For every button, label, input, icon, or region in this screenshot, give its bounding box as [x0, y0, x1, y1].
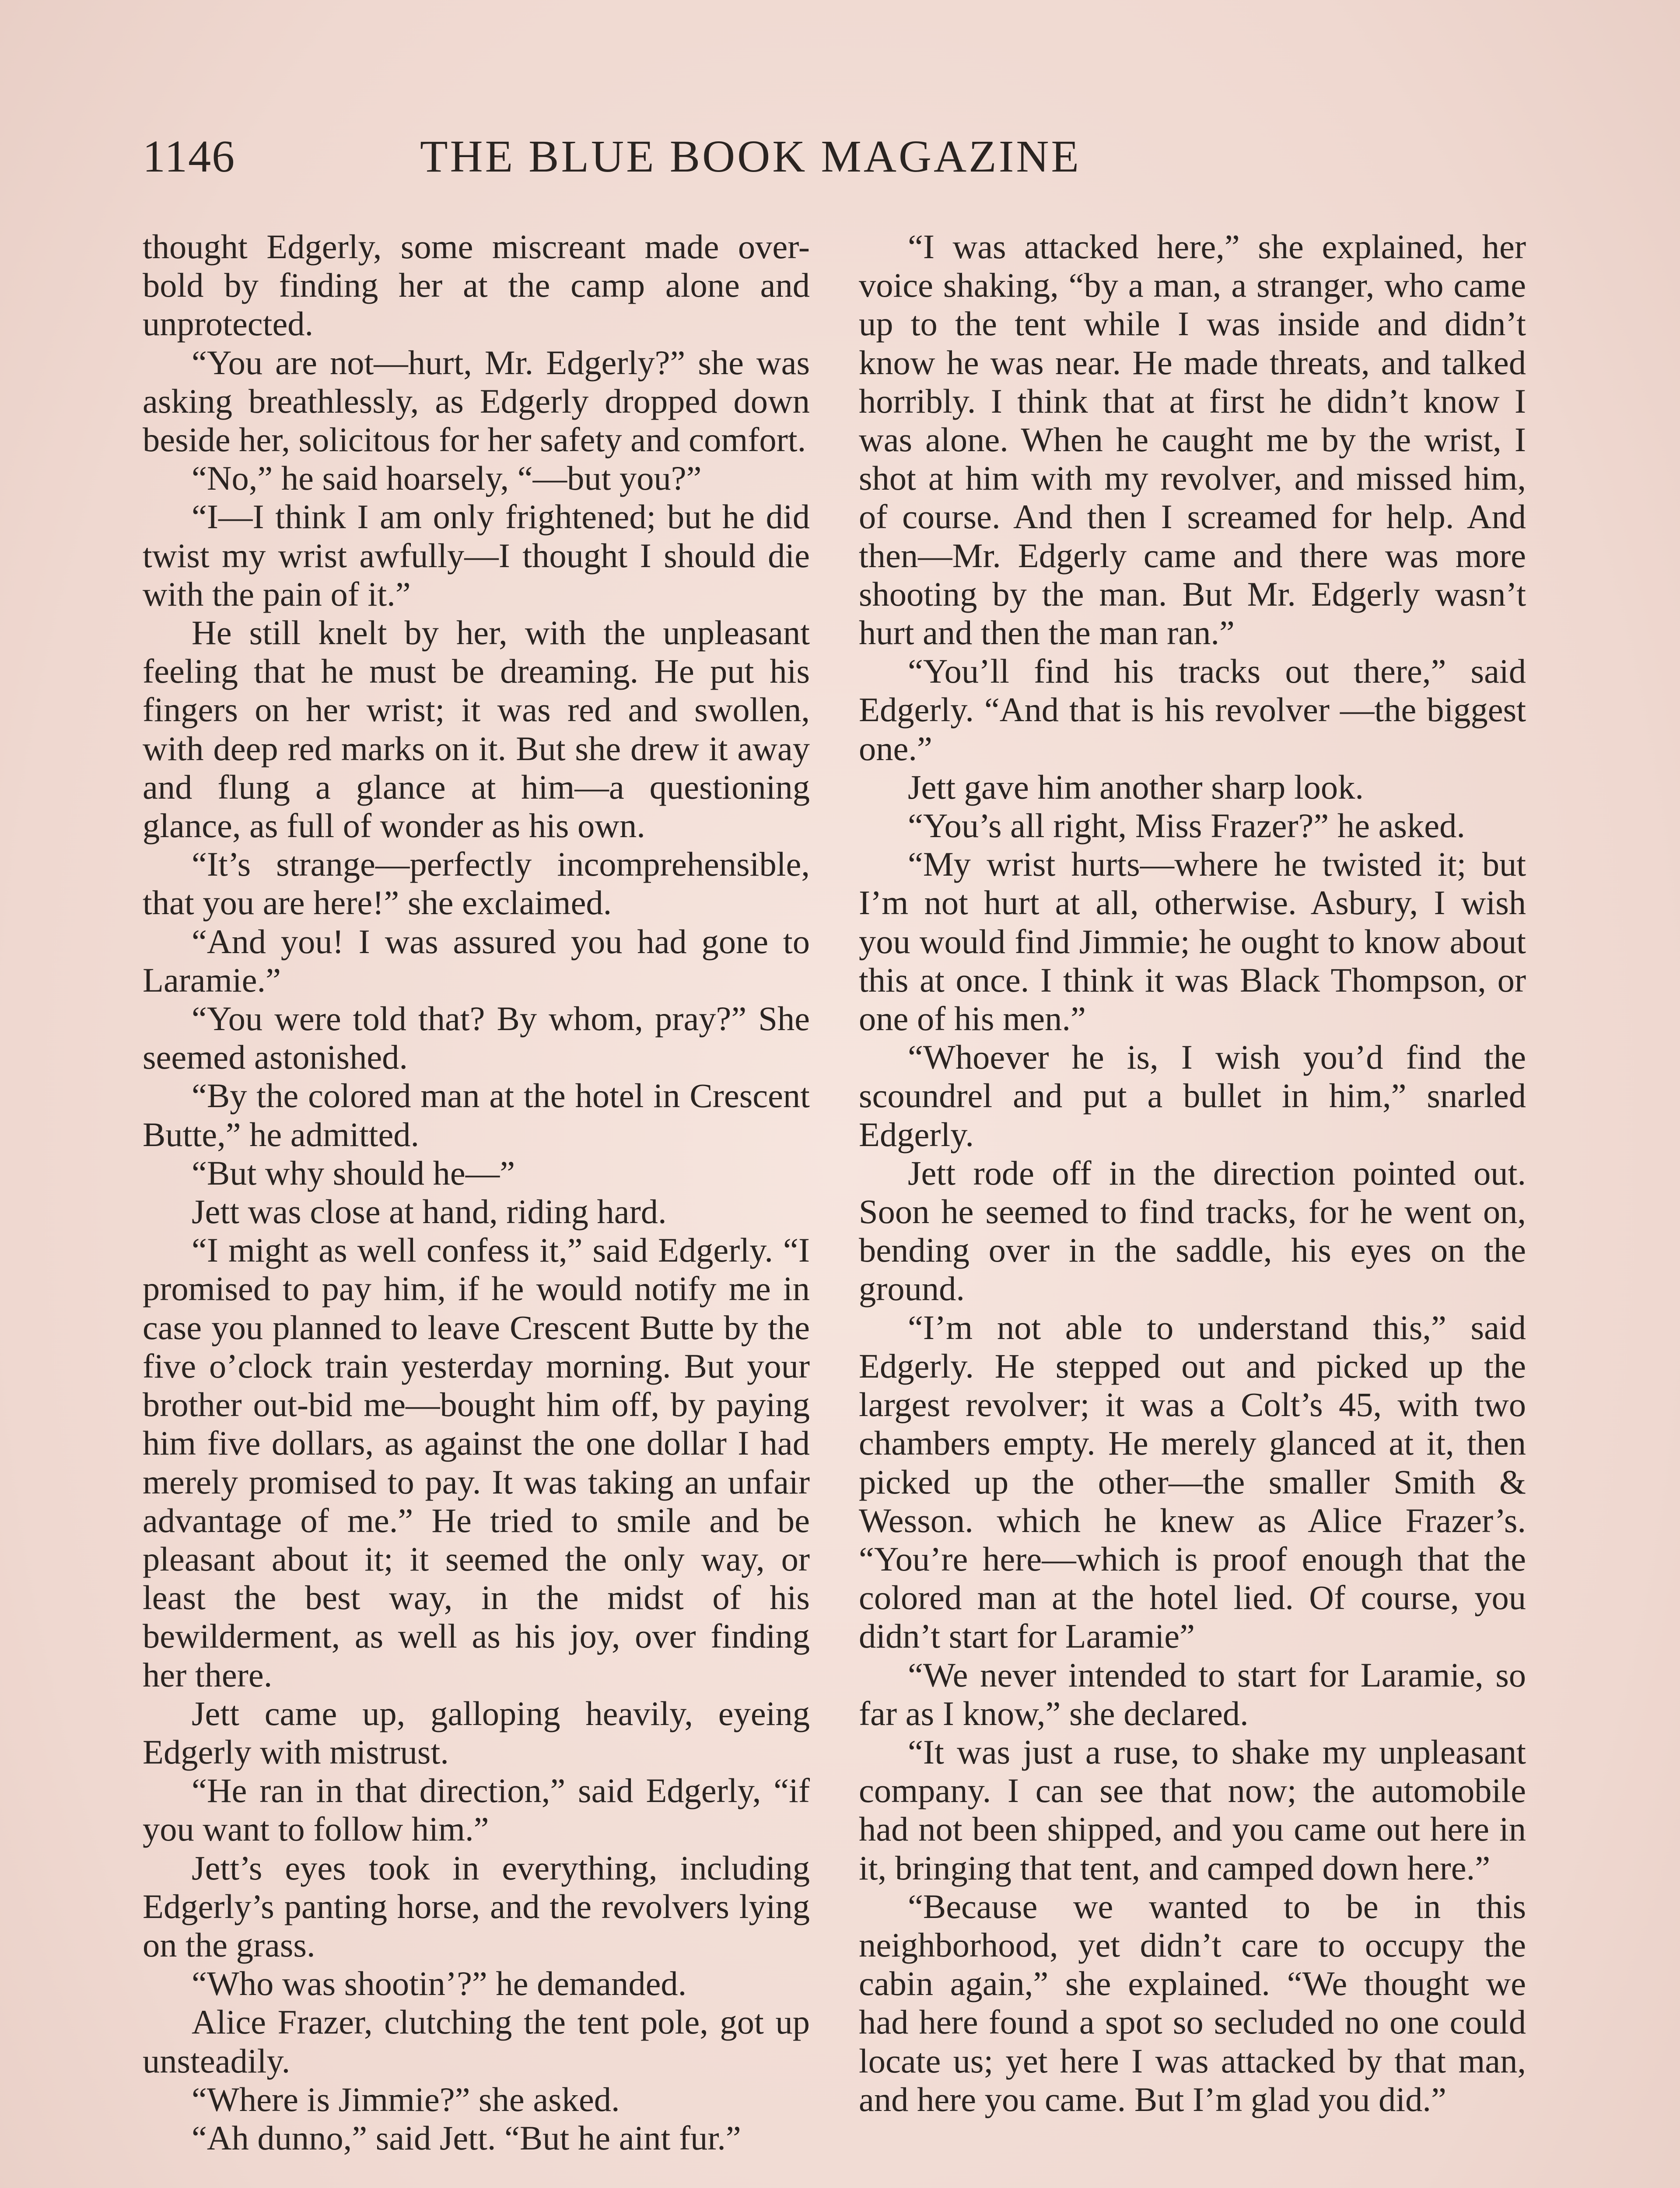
- paragraph: “Who was shootin’?” he demanded.: [192, 1964, 687, 2003]
- paragraph: Jett came up, galloping heavily, eyeing Edgerly with mistrust.: [143, 1694, 810, 1771]
- paragraph: “You’s all right, Miss Frazer?” he asked.: [908, 806, 1465, 845]
- paragraph: “I was attacked here,” she explained, her voice shaking, “by a man, a stranger, who came up to the tent while I was inside and didn’t know he was near. He made threats, and talked horribly. I think that at first he didn’t know I was alone. When he caught me by the wrist, I shot at him with my revolver, and missed him, of course. And then I screamed for help. And then—Mr. Edgerly came and there was more shooting by the man. But Mr. Edgerly wasn’t hurt and then the man ran.”: [859, 228, 1526, 652]
- paragraph: “I—I think I am only frightened; but he did twist my wrist awfully—I thought I should die with the pain of it.”: [143, 498, 810, 613]
- paragraph: “But why should he—”: [192, 1154, 515, 1192]
- paragraph: “You are not—hurt, Mr. Edgerly?” she was asking breathlessly, as Edgerly dropped down beside her, solicitous for her safety and comfort.: [143, 343, 810, 459]
- paragraph: “My wrist hurts—where he twisted it; but I’m not hurt at all, otherwise. Asbury, I wish you would find Jimmie; he ought to know about this at once. I think it was Black Thompson, or one of his men.”: [859, 845, 1526, 1038]
- running-title: THE BLUE BOOK MAGAZINE: [420, 131, 1081, 182]
- paragraph: Jett rode off in the direction pointed out. Soon he seemed to find tracks, for he went on, bending over in the saddle, his eyes on the ground.: [859, 1154, 1526, 1308]
- paragraph: “Whoever he is, I wish you’d find the scoundrel and put a bullet in him,” snarled Edgerly.: [859, 1038, 1526, 1154]
- paragraph: “It’s strange—perfectly incomprehensible, that you are here!” she exclaimed.: [143, 845, 810, 922]
- paragraph: “Because we wanted to be in this neighborhood, yet didn’t care to occupy the cabin again,” she explained. “We thought we had here found a spot so secluded no one could locate us; yet here I was attacked by that man, and here you came. But I’m glad you did.”: [859, 1887, 1526, 2118]
- paragraph: “By the colored man at the hotel in Crescent Butte,” he admitted.: [143, 1076, 810, 1154]
- paragraph: “And you! I was assured you had gone to Laramie.”: [143, 922, 810, 999]
- left-column: [143, 228, 810, 2157]
- paragraph: “It was just a ruse, to shake my unpleasant company. I can see that now; the automobile had not been shipped, and you came out here in it, bringing that tent, and camped down here.”: [859, 1732, 1526, 1887]
- paragraph: Jett’s eyes took in everything, including Edgerly’s panting horse, and the revolvers lying on the grass.: [143, 1848, 810, 1964]
- paragraph: “Where is Jimmie?” she asked.: [192, 2080, 620, 2118]
- paragraph: “You’ll find his tracks out there,” said Edgerly. “And that is his revolver —the biggest one.”: [859, 652, 1526, 768]
- paragraph: Jett was close at hand, riding hard.: [192, 1192, 667, 1231]
- paragraph: “We never intended to start for Laramie, so far as I know,” she declared.: [859, 1655, 1526, 1732]
- paragraph: Jett gave him another sharp look.: [908, 768, 1364, 806]
- paragraph: “Ah dunno,” said Jett. “But he aint fur.”: [192, 2118, 741, 2157]
- paragraph: “You were told that? By whom, pray?” She seemed astonished.: [143, 999, 810, 1076]
- right-column: [859, 228, 1526, 2119]
- paragraph: thought Edgerly, some miscreant made over-bold by finding her at the camp alone and unprotected.: [143, 228, 810, 343]
- page-header: [0, 126, 1680, 187]
- paragraph: Alice Frazer, clutching the tent pole, got up unsteadily.: [143, 2003, 810, 2080]
- paragraph: He still knelt by her, with the unpleasant feeling that he must be dreaming. He put his fingers on her wrist; it was red and swollen, with deep red marks on it. But she drew it away and flung a glance at him—a questioning glance, as full of wonder as his own.: [143, 614, 810, 845]
- paragraph: “He ran in that direction,” said Edgerly, “if you want to follow him.”: [143, 1771, 810, 1848]
- paragraph: “No,” he said hoarsely, “—but you?”: [192, 459, 702, 498]
- paragraph: “I’m not able to understand this,” said Edgerly. He stepped out and picked up the largest revolver; it was a Colt’s 45, with two chambers empty. He merely glanced at it, then picked up the other—the smaller Smith & Wesson. which he knew as Alice Frazer’s. “You’re here—which is proof enough that the colored man at the hotel lied. Of course, you didn’t start for Laramie”: [859, 1308, 1526, 1655]
- paragraph: “I might as well confess it,” said Edgerly. “I promised to pay him, if he would notify me in case you planned to leave Crescent Butte by the five o’clock train yesterday morning. But your brother out-bid me—bought him off, by paying him five dollars, as against the one dollar I had merely promised to pay. It was taking an unfair advantage of me.” He tried to smile and be pleasant about it; it seemed the only way, or least the best way, in the midst of his bewilderment, as well as his joy, over finding her there.: [143, 1231, 810, 1694]
- page-number: 1146: [143, 131, 236, 182]
